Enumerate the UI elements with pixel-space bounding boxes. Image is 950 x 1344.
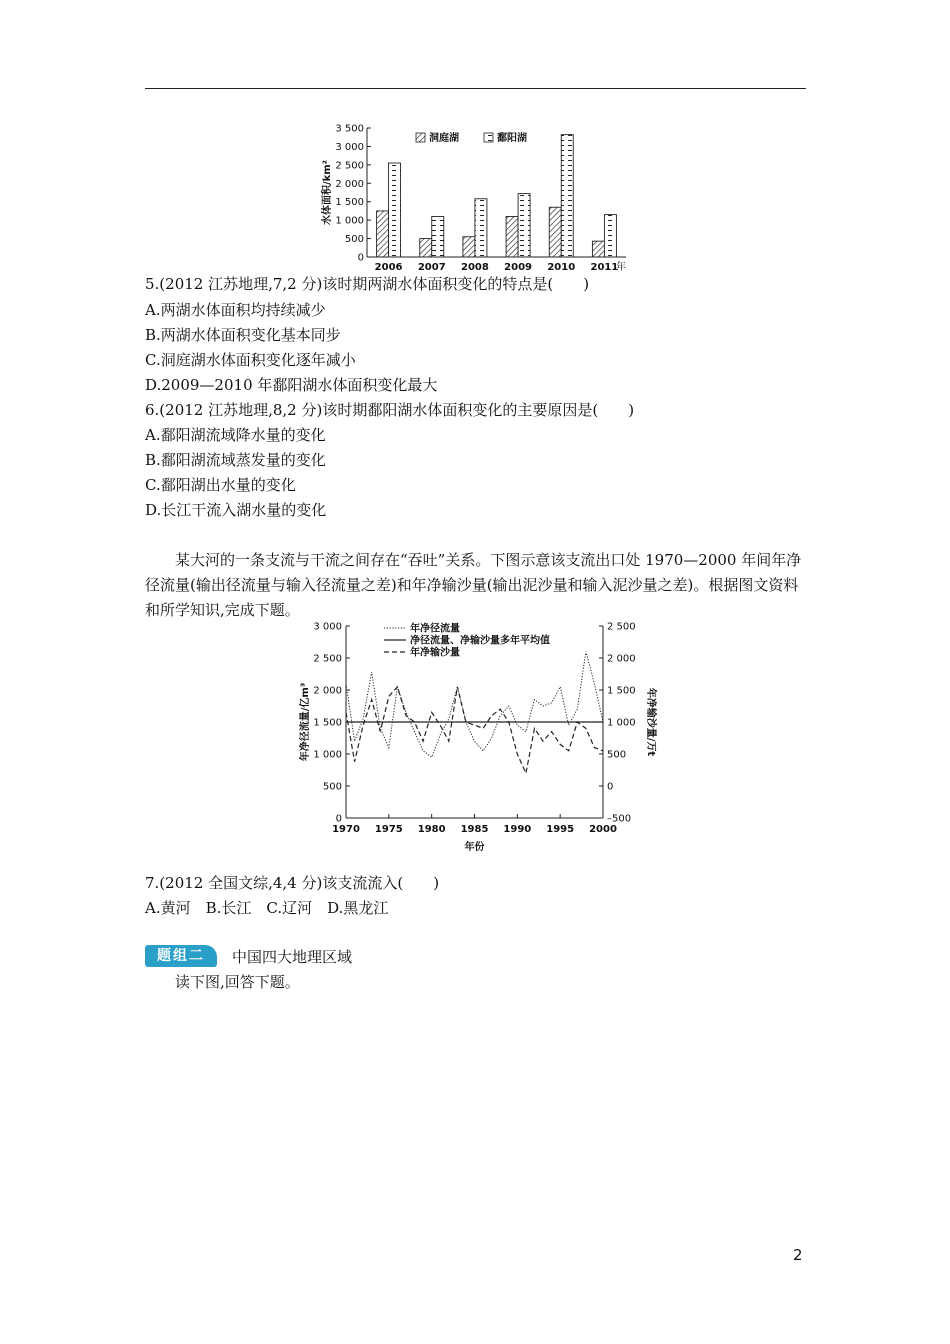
bar-洞庭湖-2009	[506, 216, 518, 257]
x-tick-label: 2008	[460, 262, 489, 273]
x-tick-label: 1970	[332, 824, 360, 835]
y-tick-label: 2 000	[335, 178, 364, 190]
x-axis-unit: 年	[616, 262, 626, 273]
left-tick-label: 500	[322, 781, 342, 793]
x-tick-label: 2007	[417, 262, 446, 273]
right-tick-label: 1 500	[607, 685, 636, 697]
question-7-options: A.黄河 B.长江 C.辽河 D.黑龙江	[145, 899, 389, 917]
bar-洞庭湖-2011	[592, 241, 604, 257]
question-6-option-b: B.鄱阳湖流域蒸发量的变化	[145, 451, 326, 469]
y-tick-label: 2 500	[335, 160, 364, 172]
bar-洞庭湖-2006	[377, 211, 389, 257]
bar-鄱阳湖-2006	[389, 163, 401, 257]
bar-洞庭湖-2010	[549, 207, 561, 257]
section-instruction: 读下图,回答下题。	[175, 973, 300, 991]
question-5-option-d: D.2009—2010 年鄱阳湖水体面积变化最大	[145, 376, 438, 394]
x-tick-label: 1985	[460, 824, 489, 835]
series-line-0	[346, 652, 603, 758]
passage-paragraph	[145, 548, 807, 623]
question-7-stem: 7.(2012 全国文综,4,4 分)该支流流入( )	[145, 874, 440, 892]
left-tick-label: 1 500	[313, 717, 342, 729]
question-6-stem: 6.(2012 江苏地理,8,2 分)该时期鄱阳湖水体面积变化的主要原因是( )	[145, 401, 635, 419]
left-tick-label: 2 000	[313, 685, 342, 697]
right-axis-label: 年净输沙量/万t	[645, 687, 656, 757]
right-tick-label: 2 500	[607, 621, 636, 633]
passage-text: 某大河的一条支流与干流之间存在“吞吐”关系。下图示意该支流出口处 1970—2000 年间年净径流量(输出径流量与输入径流量之差)和年净输沙量(输出泥沙量和输入泥沙量之差)。根据图文资料和所学知识,完成下题。	[145, 551, 802, 619]
bar-鄱阳湖-2011	[604, 215, 616, 257]
header-rule	[145, 88, 806, 89]
section-title: 中国四大地理区域	[232, 948, 353, 966]
left-tick-label: 0	[335, 813, 342, 825]
x-tick-label: 2011	[590, 262, 619, 273]
bar-洞庭湖-2007	[420, 239, 432, 257]
question-5-option-b: B.两湖水体面积变化基本同步	[145, 326, 341, 344]
y-tick-label: 500	[344, 234, 364, 246]
y-axis-label: 水体面积/km²	[322, 159, 333, 226]
left-tick-label: 2 500	[313, 653, 342, 665]
bar-鄱阳湖-2008	[475, 199, 487, 257]
page-number: 2	[793, 1246, 803, 1264]
legend-label-0: 洞庭湖	[429, 133, 459, 144]
y-tick-label: 3 000	[335, 141, 364, 153]
right-tick-label: 1 000	[607, 717, 636, 729]
section-badge: 题组二	[145, 945, 217, 967]
x-tick-label: 2006	[374, 262, 403, 273]
bar-鄱阳湖-2010	[561, 135, 573, 257]
right-tick-label: 2 000	[607, 653, 636, 665]
x-tick-label: 2010	[547, 262, 576, 273]
bar-鄱阳湖-2009	[518, 194, 530, 257]
lake-area-bar-chart	[318, 118, 634, 276]
legend-label-2: 年净输沙量	[410, 647, 460, 659]
question-6-option-a: A.鄱阳湖流域降水量的变化	[145, 426, 326, 444]
x-tick-label: 2009	[504, 262, 533, 273]
x-tick-label: 1995	[546, 824, 575, 835]
x-tick-label: 2000	[589, 824, 617, 835]
x-tick-label: 1980	[417, 824, 446, 835]
question-6-option-c: C.鄱阳湖出水量的变化	[145, 476, 296, 494]
legend-label-0: 年净径流量	[410, 623, 460, 635]
y-tick-label: 1 500	[335, 197, 364, 209]
legend-label-1: 净径流量、净输沙量多年平均值	[410, 635, 550, 647]
right-tick-label: 500	[607, 749, 627, 761]
question-6-option-d: D.长江干流入湖水量的变化	[145, 501, 327, 519]
left-axis-label: 年净径流量/亿m³	[300, 682, 311, 762]
question-5-option-c: C.洞庭湖水体面积变化逐年减小	[145, 351, 356, 369]
legend-label-1: 鄱阳湖	[497, 133, 527, 144]
question-5-option-a: A.两湖水体面积均持续减少	[145, 301, 326, 319]
right-tick-label: 0	[607, 781, 614, 793]
y-tick-label: 3 500	[335, 123, 364, 135]
left-tick-label: 1 000	[313, 749, 342, 761]
right-tick-label: –500	[607, 813, 632, 825]
y-tick-label: 1 000	[335, 215, 364, 227]
y-tick-label: 0	[357, 252, 364, 264]
bar-鄱阳湖-2007	[432, 216, 444, 257]
series-line-2	[346, 687, 603, 773]
legend-swatch-0	[416, 133, 425, 142]
question-5-stem: 5.(2012 江苏地理,7,2 分)该时期两湖水体面积变化的特点是( )	[145, 275, 590, 293]
x-axis-label: 年份	[464, 842, 485, 853]
runoff-sediment-line-chart	[296, 618, 666, 858]
left-tick-label: 3 000	[313, 621, 342, 633]
x-tick-label: 1990	[503, 824, 532, 835]
bar-洞庭湖-2008	[463, 237, 475, 257]
x-tick-label: 1975	[374, 824, 403, 835]
legend-swatch-1	[484, 133, 493, 142]
